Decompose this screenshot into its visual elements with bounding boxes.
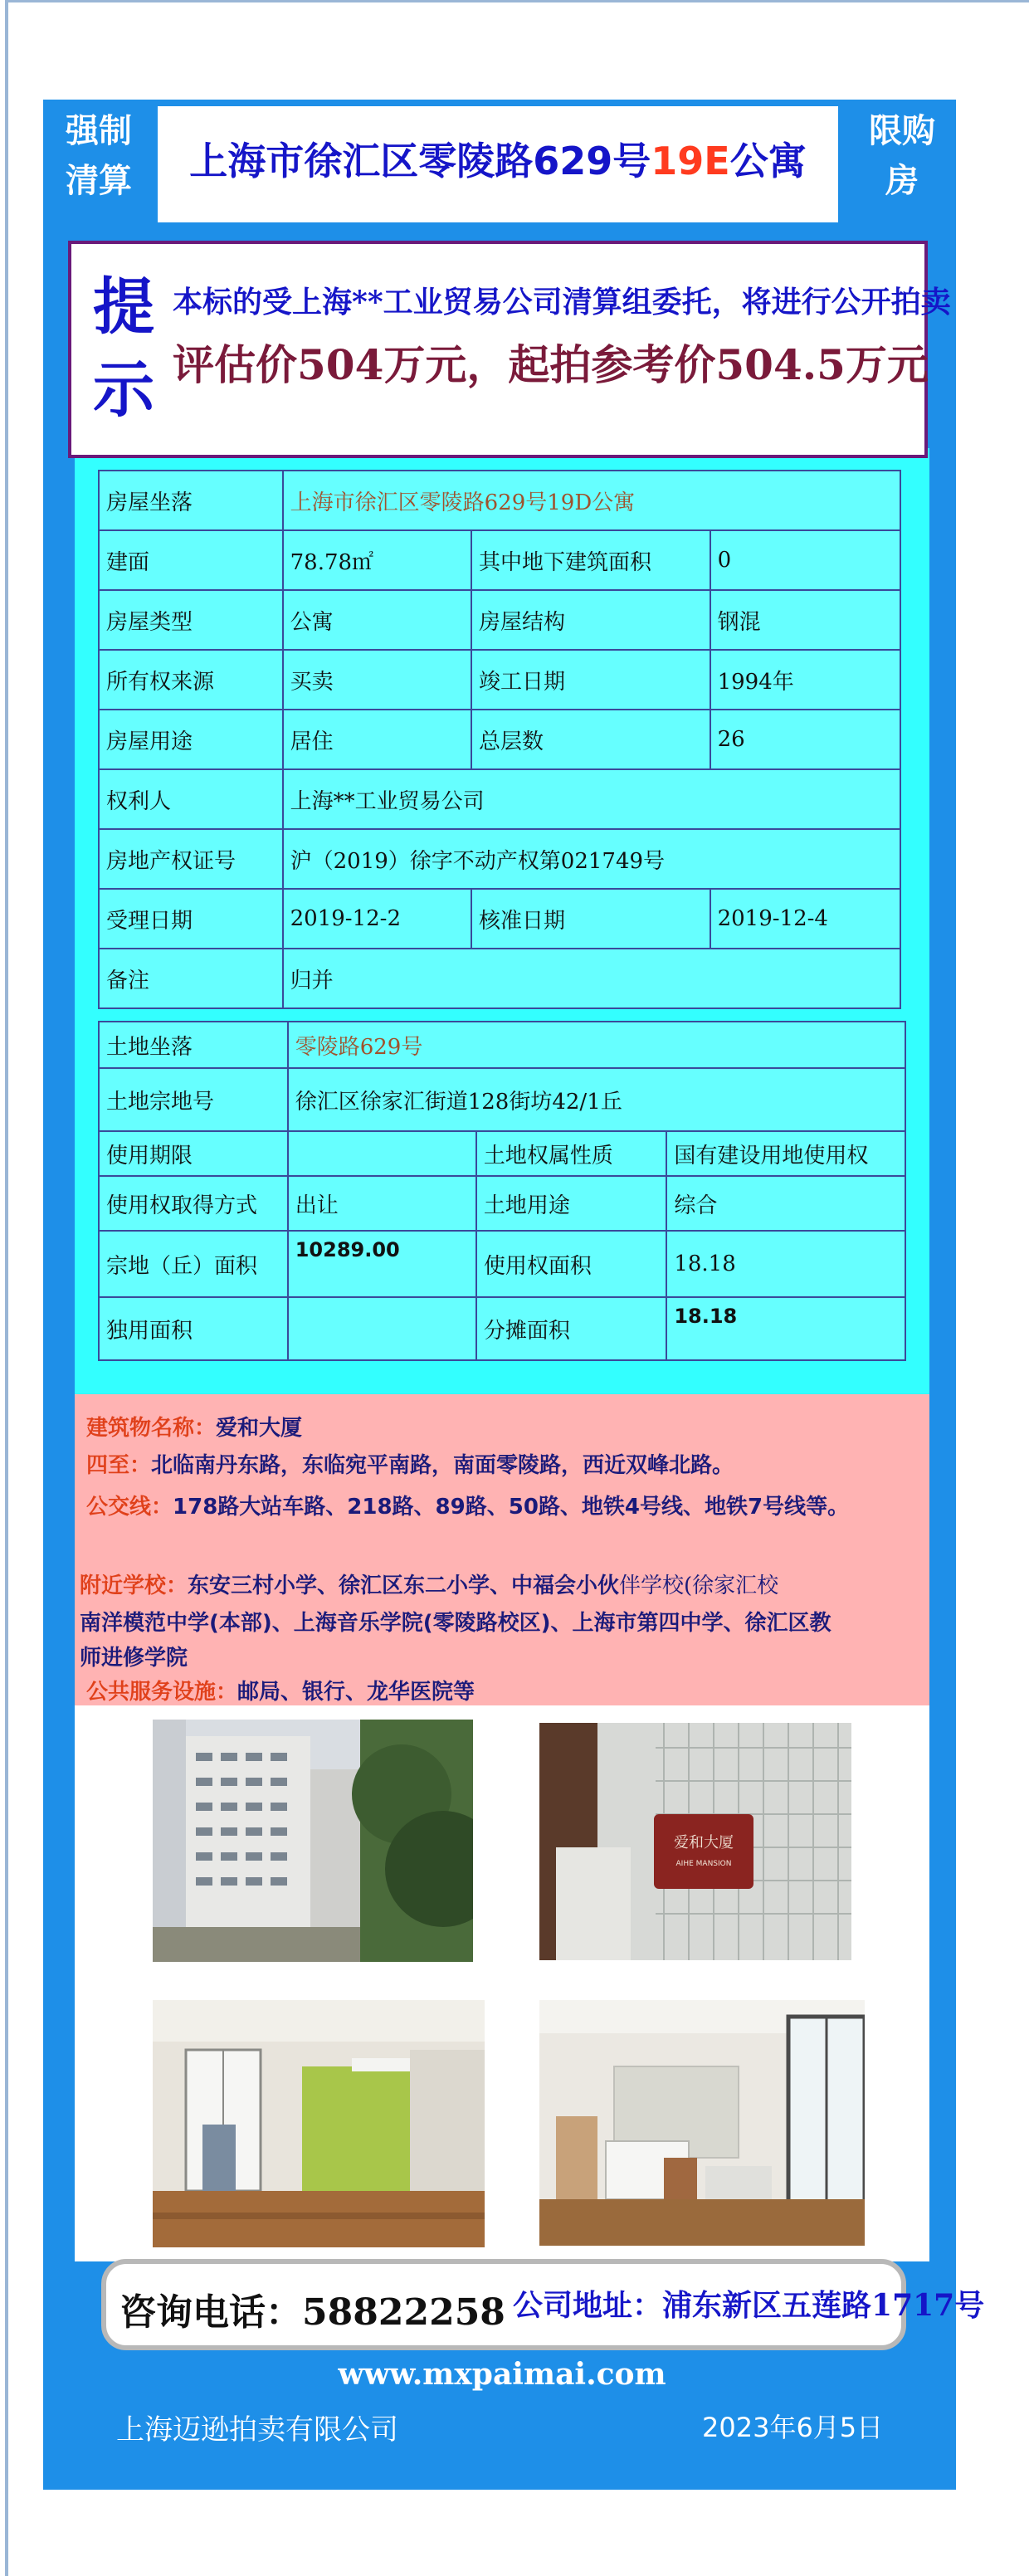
bus-line	[86, 1490, 849, 1520]
table-label: 所有权来源	[99, 650, 283, 710]
table-value: 公寓	[283, 590, 471, 650]
house-info-table	[98, 470, 901, 1009]
table-row	[99, 650, 900, 710]
contact-address	[513, 2282, 984, 2325]
school-line	[80, 1569, 778, 1599]
table-label: 分摊面积	[476, 1297, 666, 1360]
page-left-rule	[5, 0, 8, 2576]
notice-char-1: 提	[93, 271, 154, 343]
school-line-3	[80, 1641, 188, 1671]
bus-value: 178路大站车路、218路、89路、50路、地铁4号线、地铁7号线等。	[173, 1495, 850, 1520]
bedroom-photo	[539, 2000, 865, 2246]
building-exterior-photo	[153, 1720, 473, 1962]
notice-heading	[93, 266, 168, 432]
table-label: 土地权属性质	[476, 1131, 666, 1176]
website-link[interactable]: www.mxpaimai.com	[338, 2357, 666, 2392]
table-value: 归并	[283, 949, 900, 1008]
table-value	[288, 1297, 476, 1360]
table-value: 78.78㎡	[283, 530, 471, 590]
table-value: 10289.00	[288, 1231, 476, 1297]
table-value: 1994年	[710, 650, 900, 710]
contact-phone	[119, 2282, 505, 2335]
table-value: 徐汇区徐家汇街道128街坊42/1丘	[288, 1068, 905, 1131]
address-label: 公司地址：	[513, 2288, 663, 2323]
table-value: 上海市徐汇区零陵路629号19D公寓	[283, 471, 900, 530]
table-value: 居住	[283, 710, 471, 769]
service-label: 公共服务设施：	[86, 1680, 238, 1705]
table-label: 受理日期	[99, 889, 283, 949]
page-title	[158, 131, 838, 186]
table-row	[99, 1131, 905, 1176]
table-label: 土地用途	[476, 1176, 666, 1231]
table-label: 使用权取得方式	[99, 1176, 288, 1231]
table-label: 总层数	[471, 710, 710, 769]
table-label: 宗地（丘）面积	[99, 1231, 288, 1297]
table-label: 房屋坐落	[99, 471, 283, 530]
table-row	[99, 1068, 905, 1131]
table-label: 核准日期	[471, 889, 710, 949]
table-value: 18.18	[666, 1297, 905, 1360]
table-label: 房地产权证号	[99, 829, 283, 889]
school-label: 附近学校：	[80, 1573, 188, 1598]
building-sign-photo	[539, 1723, 851, 1960]
forced-liquidation-tag	[45, 106, 153, 206]
table-label: 备注	[99, 949, 283, 1008]
table-label: 竣工日期	[471, 650, 710, 710]
table-value	[288, 1131, 476, 1176]
title-accent: 19E	[651, 139, 730, 183]
table-value: 沪（2019）徐字不动产权第021749号	[283, 829, 900, 889]
building-name-line	[86, 1411, 302, 1442]
notice-char-2: 示	[93, 354, 154, 426]
tag-right-line2: 房	[885, 162, 919, 200]
table-label: 使用权面积	[476, 1231, 666, 1297]
school-value: 东安三村小学、徐汇区东二小学、中福会小伙	[188, 1573, 620, 1598]
table-row	[99, 889, 900, 949]
table-label: 独用面积	[99, 1297, 288, 1360]
table-row	[99, 710, 900, 769]
table-label: 土地宗地号	[99, 1068, 288, 1131]
table-value: 钢混	[710, 590, 900, 650]
company-name: 上海迈逊拍卖有限公司	[116, 2413, 398, 2447]
table-value: 18.18	[666, 1231, 905, 1297]
table-row	[99, 590, 900, 650]
table-row	[99, 471, 900, 530]
table-row	[99, 1231, 905, 1297]
table-value: 26	[710, 710, 900, 769]
building-value: 爱和大厦	[216, 1416, 303, 1441]
table-value: 买卖	[283, 650, 471, 710]
address-value: 浦东新区五莲路1717号	[662, 2288, 985, 2323]
sign-subtext: AIHE MANSION	[675, 1860, 732, 1868]
table-label: 房屋类型	[99, 590, 283, 650]
table-value: 2019-12-2	[283, 889, 471, 949]
table-row	[99, 949, 900, 1008]
table-label: 房屋用途	[99, 710, 283, 769]
school-value-cont: 伴学校(徐家汇校	[619, 1573, 779, 1598]
tag-right-line1: 限购	[869, 112, 935, 150]
phone-number: 58822258	[302, 2291, 505, 2334]
table-label: 使用期限	[99, 1131, 288, 1176]
building-label: 建筑物名称：	[86, 1416, 217, 1441]
title-end: 公寓	[729, 139, 807, 183]
sign-text: 爱和大厦	[674, 1834, 734, 1852]
notice-price-text: 评估价504万元，起拍参考价504.5万元	[173, 340, 929, 389]
tag-left-line1: 强制	[66, 112, 132, 150]
table-value: 零陵路629号	[288, 1022, 905, 1068]
school-line-2	[80, 1606, 831, 1637]
table-label: 建面	[99, 530, 283, 590]
table-value: 上海**工业贸易公司	[283, 769, 900, 829]
table-row	[99, 1297, 905, 1360]
table-label: 权利人	[99, 769, 283, 829]
table-row	[99, 530, 900, 590]
tag-left-line2: 清算	[66, 162, 132, 200]
table-label: 房屋结构	[471, 590, 710, 650]
page-top-rule	[5, 0, 1029, 2]
living-room-photo	[153, 2000, 485, 2247]
table-row	[99, 1022, 905, 1068]
service-value: 邮局、银行、龙华医院等	[237, 1680, 475, 1705]
notice-entrust-text: 本标的受上海**工业贸易公司清算组委托，将进行公开拍卖	[173, 285, 951, 320]
table-value: 出让	[288, 1176, 476, 1231]
table-label: 土地坐落	[99, 1022, 288, 1068]
table-row	[99, 829, 900, 889]
school-line3: 师进修学院	[80, 1646, 188, 1671]
table-label: 其中地下建筑面积	[471, 530, 710, 590]
bus-label: 公交线：	[86, 1495, 173, 1520]
publish-date: 2023年6月5日	[702, 2412, 884, 2443]
phone-label: 咨询电话：	[119, 2291, 302, 2334]
purchase-restricted-tag	[848, 106, 956, 206]
title-main: 上海市徐汇区零陵路629号	[189, 139, 651, 183]
table-value: 2019-12-4	[710, 889, 900, 949]
table-row	[99, 1176, 905, 1231]
bounds-label: 四至：	[86, 1453, 152, 1478]
table-row	[99, 769, 900, 829]
bounds-value: 北临南丹东路，东临宛平南路，南面零陵路，西近双峰北路。	[151, 1453, 734, 1478]
table-value: 综合	[666, 1176, 905, 1231]
land-info-table	[98, 1021, 906, 1361]
bounds-line	[86, 1448, 734, 1479]
school-line2: 南洋模范中学(本部)、上海音乐学院(零陵路校区)、上海市第四中学、徐汇区教	[80, 1611, 831, 1636]
table-value: 国有建设用地使用权	[666, 1131, 905, 1176]
table-value: 0	[710, 530, 900, 590]
service-line	[86, 1675, 475, 1705]
